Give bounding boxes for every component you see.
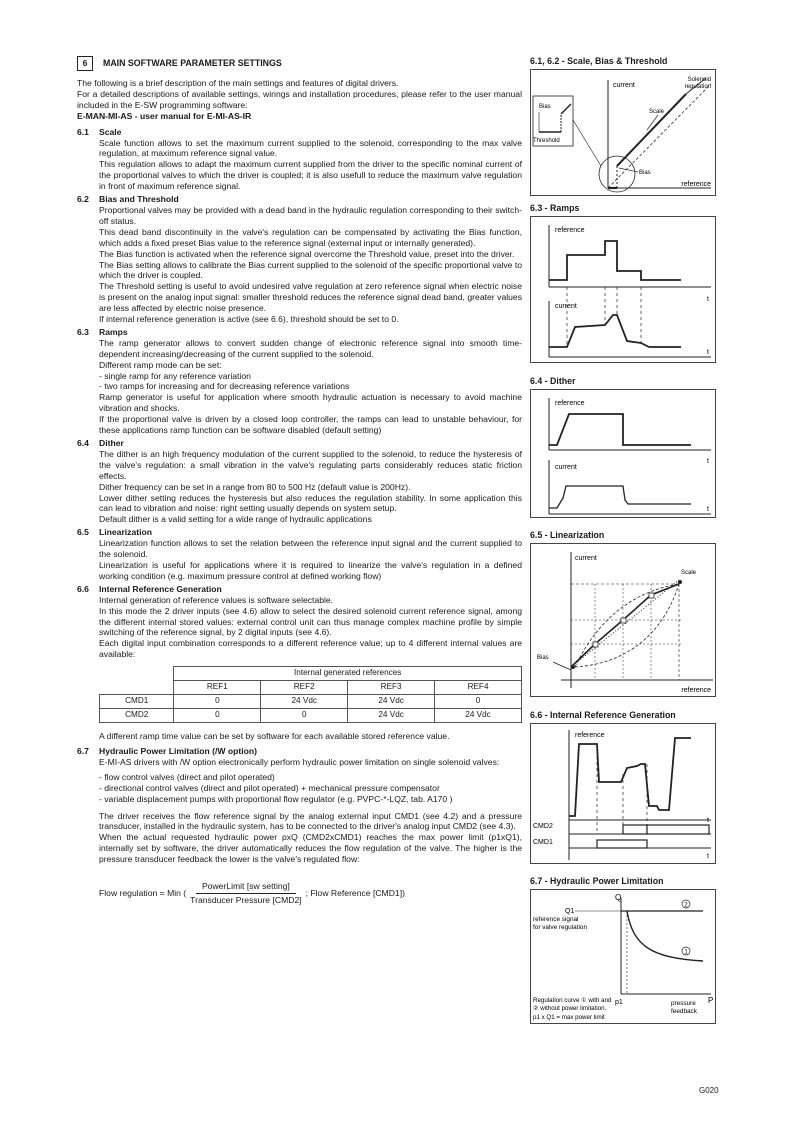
- figure-linearization: [530, 543, 716, 697]
- table-header: REF1: [174, 681, 261, 695]
- axis-label-reference: reference: [555, 400, 585, 407]
- figure-title-dither: 6.4 - Dither: [530, 376, 576, 386]
- label-pressure: pressure: [671, 1000, 696, 1007]
- table-header: REF3: [348, 681, 435, 695]
- table-cell: 24 Vdc: [261, 695, 348, 709]
- text-column: [77, 56, 522, 906]
- label-for-valve-regulation: for valve regulation: [533, 924, 587, 931]
- subsection-body-scale: Scale function allows to set the maximum current supplied to the solenoid, corresponding to the max valve regulation, at maximum reference signal value. This regulation allows to adapt the maximum current supplied from the driver to the specific nominal current of the proportional valves to which the driver is coupled; it is also usefull to reduce the maximum valve regulation in front of maximum reference signal.: [99, 137, 522, 192]
- axis-label-reference: reference: [555, 227, 585, 234]
- label-scale: Scale: [649, 109, 665, 115]
- axis-label-current: current: [555, 303, 577, 310]
- flow-regulation-formula: Flow regulation = Min ( $\frac{\text{PowerLimit [sw setting]}}{\text{Transducer Pressure [CMD2]}}$ ; Flow Reference [CMD1]): [99, 881, 405, 905]
- axis-label-q: Q: [615, 893, 622, 902]
- label-feedback: feedback: [671, 1008, 697, 1015]
- intro-line-1: The following is a brief description of the main settings and features of digital drivers.: [77, 78, 399, 88]
- label-regulation: regulation: [684, 84, 711, 90]
- signal-label-cmd1: CMD1: [533, 839, 553, 846]
- table-row: [100, 695, 522, 709]
- row-label: CMD2: [100, 709, 174, 723]
- axis-label-t: t: [707, 817, 709, 824]
- curve-marker-1: 1: [684, 949, 688, 956]
- subsection-body-linearization: Linearization function allows to set the relation between the reference input signal and the current supplied to the solenoid. Linearization is useful for applications where it is required to linearize the valve's regulation in a defined working condition (e.g. maximum pressure control at defined working flow): [99, 538, 522, 581]
- ramp-time-note: A different ramp time value can be set by software for each available stored reference value.: [99, 731, 450, 742]
- axis-label-t: t: [707, 296, 709, 303]
- table-row: [100, 709, 522, 723]
- subsection-body-dither: The dither is an high frequency modulation of the current supplied to the solenoid, to reduce the hysteresis of the valve's regulation: a small vibration in the valve's regulating parts considerably reduces static friction effects. Dither frequency can be set in a range from 80 to 500 Hz (default value is 200Hz). Lower dither setting reduces the hysteresis but also reduces the regulation stability. In some application this can lead to vibration and noise: right setting usually depends on system setup. Default dither is a valid setting for a wide range of hydraulic applications: [99, 448, 522, 525]
- subsection-body-bias-threshold: Proportional valves may be provided with a dead band in the hydraulic regulation corresponding to their switch-off status. This dead band discontinuity in the valve's regulation can be compensated by activating the Bias function, which adds a fixed preset Bias value to the reference signal (external input or internally generated). The Bias function is activated when the reference signal overcome the Threshold value, preset into the driver. The Bias setting allows to calibrate the Bias current supplied to the solenoid of the specific proportional valve to which the driver is coupled. The Threshold setting is useful to avoid undesired valve regulation at zero reference signal when electric noise is present on the analog input signal: smaller threshold reduces the reference signal dead band, greater values are less affected by electric noise presence. If internal reference generation is active (see 6.6), threshold should be set to 0.: [99, 204, 522, 325]
- section-number: 6: [77, 56, 93, 71]
- curve-marker-2: 2: [684, 902, 688, 909]
- table-header: REF4: [435, 681, 522, 695]
- label-solenoid: Solenoid: [687, 77, 711, 83]
- subsection-heading-bias-threshold: 6.2 Bias and Threshold: [77, 194, 179, 205]
- axis-label-t: t: [707, 458, 709, 465]
- label-bias-box: Bias: [539, 104, 551, 110]
- internal-references-table: [99, 666, 522, 723]
- subsection-heading-scale: 6.1 Scale: [77, 126, 122, 137]
- table-cell: 24 Vdc: [348, 709, 435, 723]
- intro-line-2: For a detailed descriptions of available settings, wirings and installation procedures, please refer to the user manual included in the E-SW programming software:: [77, 88, 522, 110]
- table-cell: 0: [174, 709, 261, 723]
- subsection-body-internal-reference: Internal generation of reference values is software selectable. In this mode the 2 driver inputs (see 4.6) allow to select the desired solenoid current reference signal, among the different internal stored values: external control unit can thus manage complex machine profile by simple switching of the reference signal, by 2 digital inputs (see 4.6). Each digital input combination corresponds to a different reference value; up to 4 different internal values are available:: [99, 594, 522, 660]
- figure-power-limitation: [530, 889, 716, 1024]
- table-cell: 24 Vdc: [348, 695, 435, 709]
- figure-scale-bias-threshold: [530, 69, 716, 196]
- subsection-heading-ramps: 6.3 Ramps: [77, 326, 128, 337]
- formula-denominator: Transducer Pressure [CMD2]: [190, 895, 302, 905]
- table-cell: 24 Vdc: [435, 709, 522, 723]
- subsection-body-power-limitation: E-MI-AS drivers with /W option electronically perform hydraulic power limitation on single solenoid valves: - flow control valves (direct and pilot operated) - directional control valves (direct and pilot operated) + mechanical pressure compensator - variable displacement pumps with proportional flow regulator (e.g. PVPC-*-LQZ, tab. A170 ) The driver receives the flow reference signal by the analog external input CMD1 (see 4.2) and a pressure transducer, installed in the hydraulic system, has to be connected to the driver's analog input CMD2 (see 4.3). When the actual requested hydraulic power pxQ (CMD2xCMD1) reaches the max power limit (p1xQ1), internally set by software, the driver automatically reduces the flow regulation of the valve. The higher is the pressure transducer feedback the lower is the valve's regulated flow:: [99, 756, 522, 865]
- figure-title-linearization: 6.5 - Linearization: [530, 530, 605, 540]
- legend-note-1: Regulation curve ① with and: [533, 997, 612, 1004]
- row-label: CMD1: [100, 695, 174, 709]
- axis-label-reference: reference: [575, 732, 605, 739]
- figure-internal-reference: [530, 723, 716, 864]
- table-cell: 0: [261, 709, 348, 723]
- subsection-heading-linearization: 6.5 Linearization: [77, 527, 153, 538]
- page-code: G020: [699, 1086, 719, 1095]
- manual-reference: E-MAN-MI-AS - user manual for E-MI-AS-IR: [77, 110, 252, 121]
- signal-label-cmd2: CMD2: [533, 823, 553, 830]
- axis-label-current: current: [575, 555, 597, 562]
- label-bias: Bias: [537, 655, 549, 661]
- axis-label-t: t: [707, 349, 709, 356]
- label-threshold: Threshold: [533, 138, 560, 144]
- axis-label-t: t: [707, 506, 709, 513]
- axis-label-t: t: [707, 853, 709, 860]
- axis-label-current: current: [555, 464, 577, 471]
- table-caption: Internal generated references: [174, 667, 522, 681]
- label-reference-signal: reference signal: [533, 916, 579, 923]
- axis-label-reference: reference: [681, 687, 711, 694]
- label-p1: p1: [615, 999, 623, 1006]
- subsection-heading-power-limitation: 6.7 Hydraulic Power Limitation (/W option): [77, 746, 258, 757]
- table-header: REF2: [261, 681, 348, 695]
- legend-note-2: ② without power limitation.: [533, 1005, 607, 1012]
- figure-title-power-limitation: 6.7 - Hydraulic Power Limitation: [530, 876, 664, 886]
- axis-label-current: current: [613, 82, 635, 89]
- figure-title-ramps: 6.3 - Ramps: [530, 203, 580, 213]
- axis-label-reference: reference: [681, 181, 711, 188]
- figure-title-scale-bias: 6.1, 6.2 - Scale, Bias & Threshold: [530, 56, 668, 66]
- axis-label-p: P: [708, 996, 714, 1005]
- figure-column: [530, 56, 716, 1024]
- section-title: MAIN SOFTWARE PARAMETER SETTINGS: [103, 58, 282, 69]
- label-bias-inner: Bias: [639, 170, 651, 176]
- section-heading: [77, 56, 522, 71]
- legend-note-3: p1 x Q1 = max power limit: [533, 1014, 605, 1021]
- figure-ramps: [530, 216, 716, 363]
- subsection-body-ramps: The ramp generator allows to convert sudden change of electronic reference signal into smooth time-dependent increasing/decreasing of the current supplied to the solenoid. Different ramp mode can be set: - single ramp for any reference variation - two ramps for increasing and for decreasing reference variations Ramp generator is useful for application where smooth hydraulic actuation is necessary to avoid machine vibration and shocks. If the proportional valve is driven by a closed loop controller, the ramps can lead to unstable behaviour, for these applications ramp function can be software disabled (default setting): [99, 337, 522, 436]
- table-cell: 0: [174, 695, 261, 709]
- label-scale: Scale: [681, 570, 697, 576]
- figure-dither: [530, 389, 716, 518]
- subsection-heading-dither: 6.4 Dither: [77, 438, 124, 448]
- label-q1: Q1: [565, 908, 575, 915]
- figure-title-internal-reference: 6.6 - Internal Reference Generation: [530, 710, 676, 720]
- formula-numerator: PowerLimit [sw setting]: [196, 881, 296, 894]
- table-cell: 0: [435, 695, 522, 709]
- subsection-heading-internal-reference: 6.6 Internal Reference Generation: [77, 583, 222, 594]
